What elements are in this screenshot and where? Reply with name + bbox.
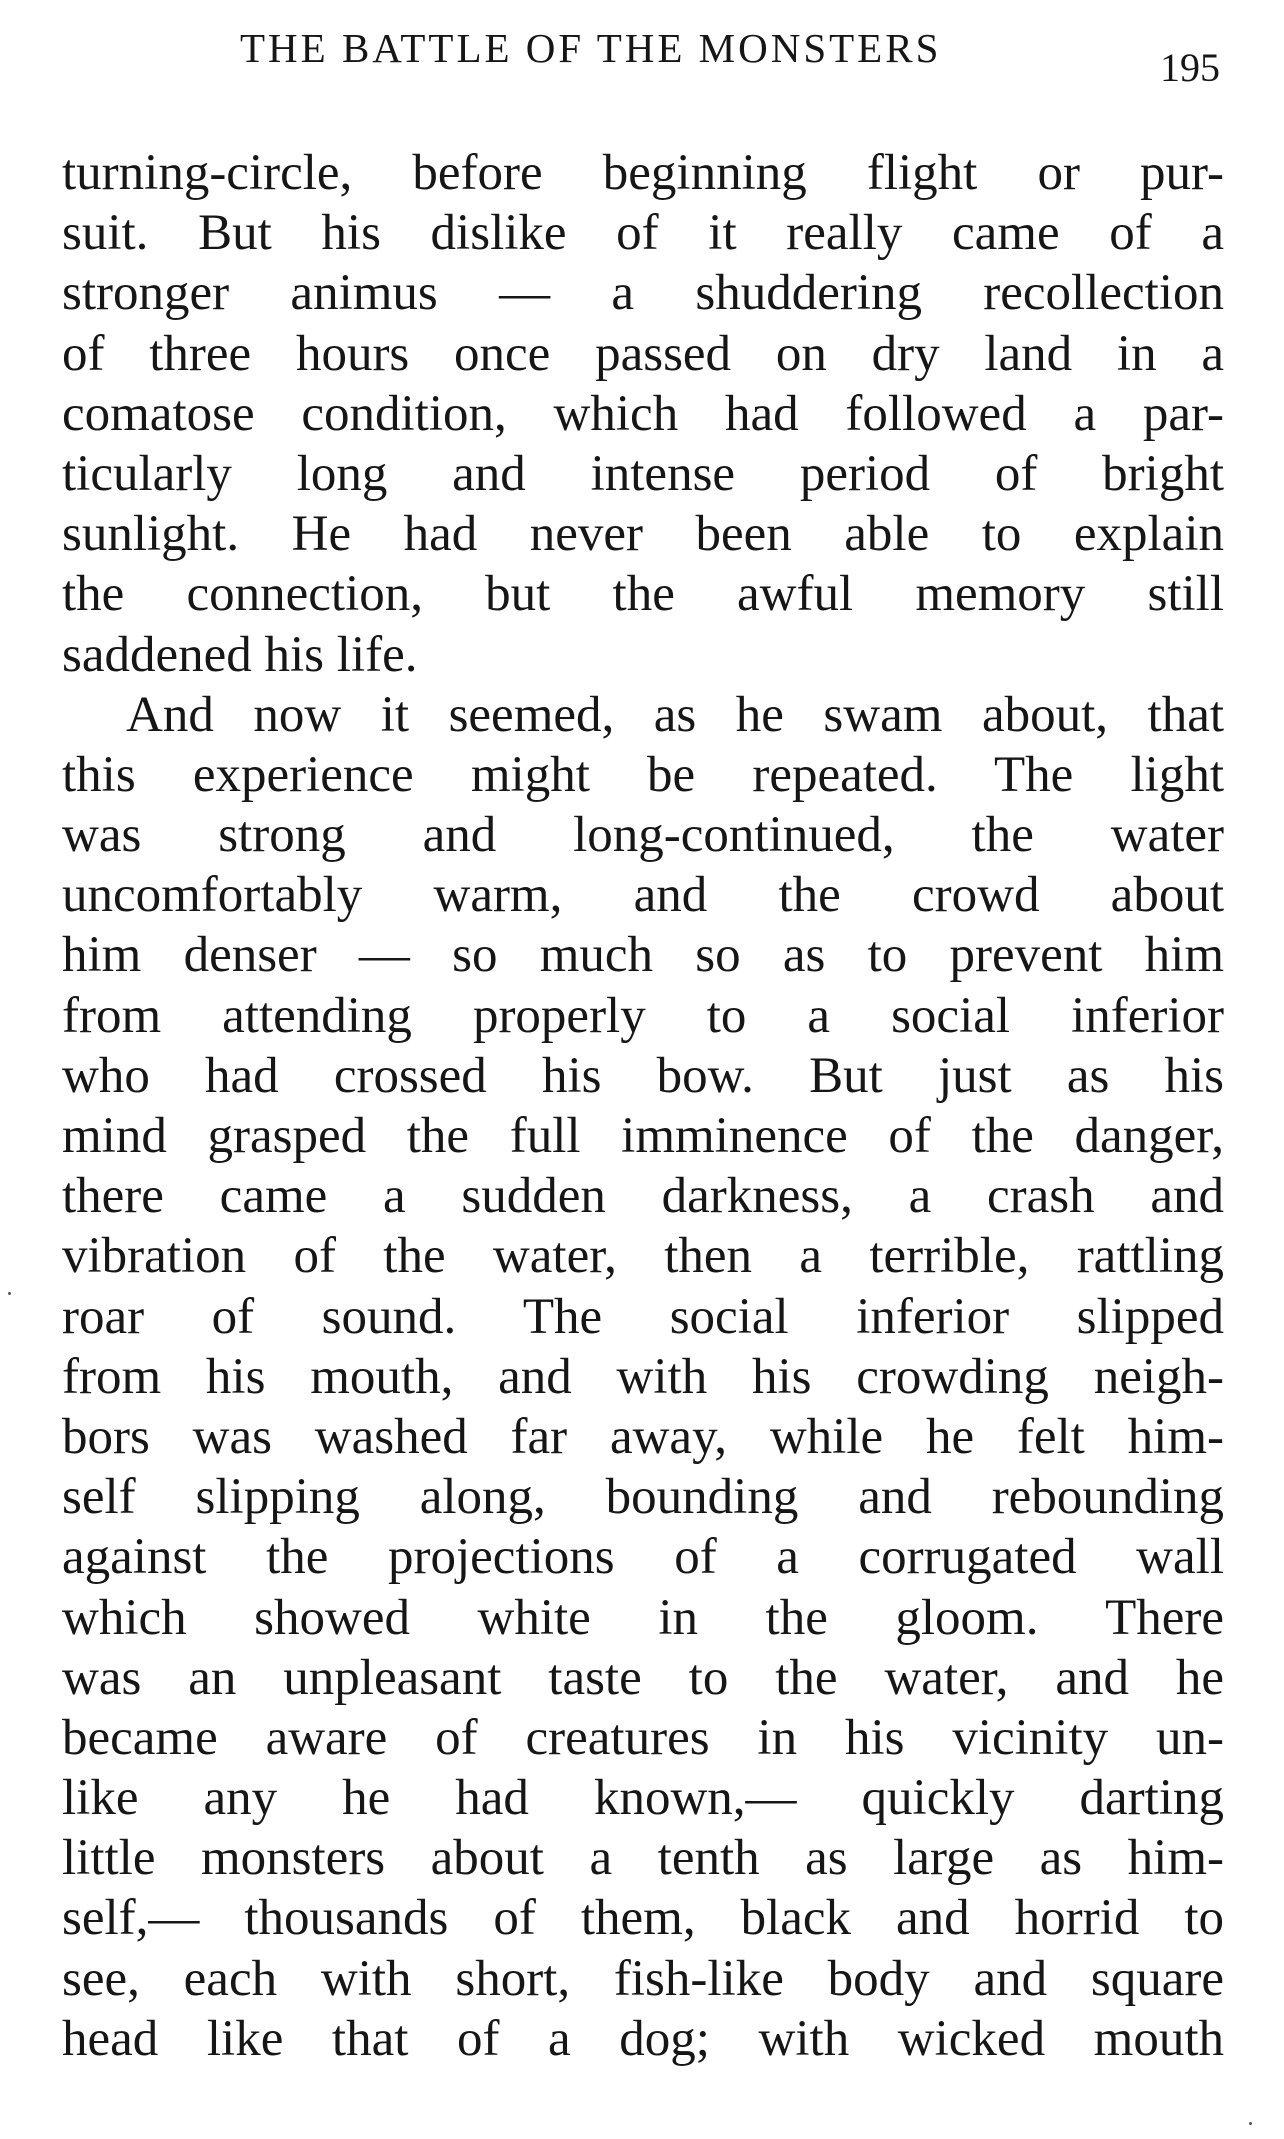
body-text	[62, 143, 1224, 2069]
text-line: against the projections of a corrugated wall	[62, 1529, 1224, 1586]
text-line: self slipping along, bounding and rebounding	[62, 1469, 1224, 1526]
text-line: bors was washed far away, while he felt him-	[62, 1408, 1224, 1465]
text-line: head like that of a dog; with wicked mouth	[62, 2010, 1224, 2067]
text-line: vibration of the water, then a terrible, rattling	[62, 1228, 1224, 1285]
text-line: this experience might be repeated. The light	[62, 746, 1224, 803]
text-line: little monsters about a tenth as large as him-	[62, 1830, 1224, 1887]
text-line: was strong and long-continued, the water	[62, 807, 1224, 864]
text-line: stronger animus — a shuddering recollection	[62, 265, 1224, 322]
text-line: self,— thousands of them, black and horrid to	[62, 1890, 1224, 1947]
text-line: became aware of creatures in his vicinity un-	[62, 1709, 1224, 1766]
text-line: see, each with short, fish-like body and square	[62, 1950, 1224, 2007]
scan-speck	[8, 1292, 11, 1295]
text-line: suit. But his dislike of it really came of a	[62, 205, 1224, 262]
text-line: from his mouth, and with his crowding neigh-	[62, 1348, 1224, 1405]
text-line: comatose condition, which had followed a par-	[62, 385, 1224, 442]
text-line: of three hours once passed on dry land in a	[62, 325, 1224, 382]
text-line: which showed white in the gloom. There	[62, 1589, 1224, 1646]
text-line: mind grasped the full imminence of the danger,	[62, 1108, 1224, 1164]
text-line: him denser — so much so as to prevent him	[62, 927, 1224, 984]
scan-speck	[1249, 2122, 1252, 2125]
text-line: roar of sound. The social inferior slipped	[62, 1288, 1224, 1345]
text-line: sunlight. He had never been able to explain	[62, 506, 1224, 563]
text-line: uncomfortably warm, and the crowd about	[62, 867, 1224, 924]
running-head: THE BATTLE OF THE MONSTERS	[240, 25, 942, 71]
page-number: 195	[1160, 45, 1220, 90]
text-line: like any he had known,— quickly darting	[62, 1770, 1224, 1827]
text-line: from attending properly to a social inferior	[62, 987, 1224, 1044]
text-line: was an unpleasant taste to the water, and he	[62, 1649, 1224, 1706]
paragraph-start-line: And now it seemed, as he swam about, that	[126, 686, 1224, 743]
text-line: the connection, but the awful memory still	[62, 566, 1224, 623]
text-line: who had crossed his bow. But just as his	[62, 1047, 1224, 1104]
text-line: ticularly long and intense period of bright	[62, 445, 1224, 502]
text-line: turning-circle, before beginning flight or pur-	[62, 145, 1224, 201]
paragraph-end-line: saddened his life.	[62, 626, 418, 683]
text-line: there came a sudden darkness, a crash and	[62, 1168, 1224, 1225]
